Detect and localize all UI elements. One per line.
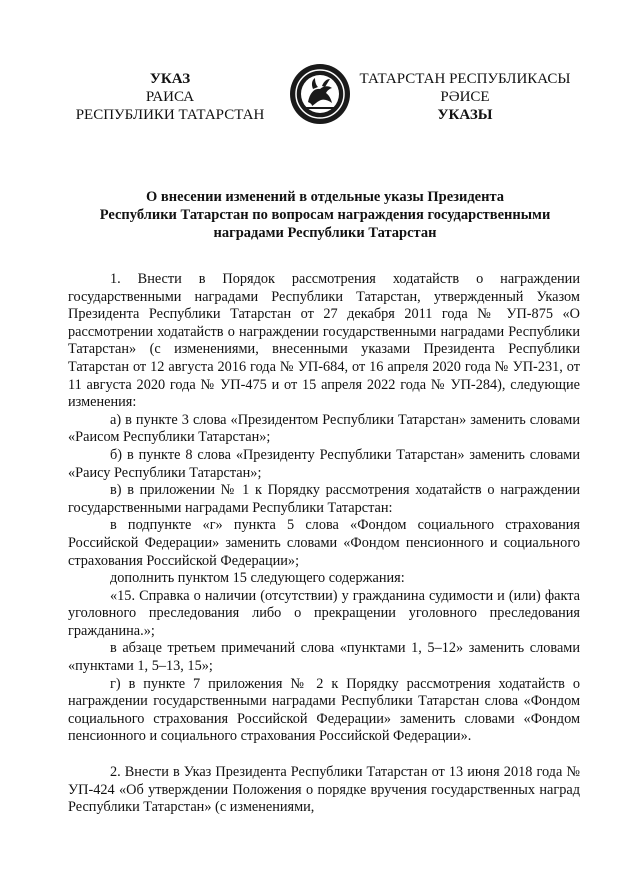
paragraph-1a: а) в пункте 3 слова «Президентом Республики Татарстан» заменить словами «Раисом Республики Татарстан»;: [68, 411, 580, 446]
header-right-line-1: ТАТАРСТАН РЕСПУБЛИКАСЫ: [359, 71, 571, 87]
paragraph-1v-sub2: дополнить пунктом 15 следующего содержания:: [110, 570, 405, 587]
header-right-line-2: РӘИСЕ: [440, 89, 490, 105]
paragraph-1v-sub1: в подпункте «г» пункта 5 слова «Фондом социального страхования Российской Федерации» заменить словами «Фондом пенсионного и социального страхования Российской Федерации»;: [68, 517, 580, 569]
title-line-1: О внесении изменений в отдельные указы Президента: [145, 189, 504, 205]
paragraph-1v: в) в приложении № 1 к Порядку рассмотрения ходатайств о награждении государственными наградами Республики Татарстан:: [68, 482, 580, 516]
document-title: [60, 188, 590, 242]
paragraph-1b: б) в пункте 8 слова «Президенту Республики Татарстан» заменить словами «Раису Республики Татарстан»;: [68, 446, 580, 481]
paragraph-1v-item15: «15. Справка о наличии (отсутствии) у гражданина судимости и (или) факта уголовного преследования либо о прекращении уголовного преследования гражданина.»;: [68, 587, 580, 639]
header-left-line-3: РЕСПУБЛИКИ ТАТАРСТАН: [75, 107, 265, 123]
header-left-line-1: УКАЗ: [149, 71, 191, 87]
paragraph-2: 2. Внести в Указ Президента Республики Татарстан от 13 июня 2018 года № УП-424 «Об утверждении Положения о порядке вручения государственных наград Республики Татарстан» (с изменениями,: [68, 764, 580, 816]
paragraph-1: 1. Внести в Порядок рассмотрения ходатайств о награждении государственными наградами Республики Татарстан, утвержденный Указом Президента Республики Татарстан от 27 декабря 2011 года № УП-875 «О рассмотрении ходатайств о награждении государственными наградами Республики Татарстан» (с изменениями, внесенными указами Президента Республики Татарстан от 12 августа 2016 года № УП-684, от 16 апреля 2020 года № УП-231, от 11 августа 2020 года № УП-475 и от 15 апреля 2022 года № УП-284), следующие изменения:: [68, 271, 580, 411]
title-line-2: Республики Татарстан по вопросам награждения государственными: [99, 207, 551, 223]
paragraph-1g: г) в пункте 7 приложения № 2 к Порядку рассмотрения ходатайств о награждении государственными наградами Республики Татарстан слова «Фондом социального страхования Российской Федерации» заменить словами «Фондом пенсионного и социального страхования Российской Федерации».: [68, 675, 580, 745]
decree-header-russian: [50, 70, 290, 124]
header-left-line-2: РАИСА: [145, 89, 195, 105]
document-body: [68, 271, 580, 817]
header-right-line-3: УКАЗЫ: [437, 107, 493, 123]
title-line-3: наградами Республики Татарстан: [213, 225, 437, 241]
tatarstan-emblem-icon: [288, 62, 352, 126]
decree-header-tatar: [350, 70, 580, 124]
paragraph-1v-sub3: в абзаце третьем примечаний слова «пунктами 1, 5–12» заменить словами «пунктами 1, 5–13, 15»;: [68, 640, 580, 675]
